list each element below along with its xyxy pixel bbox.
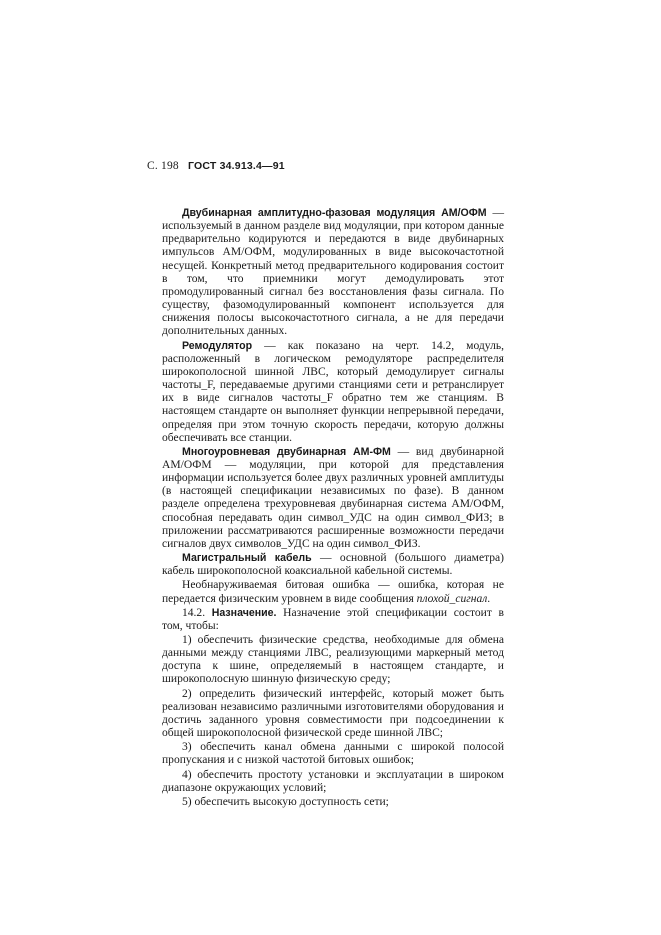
page-header xyxy=(147,160,285,172)
list-item xyxy=(162,741,504,767)
list-item-text: 3) обеспечить канал обмена данными с широкой полосой пропускания и с низкой частотой битовых ошибок; xyxy=(162,741,504,767)
list-item-text: 1) обеспечить физические средства, необходимые для обмена данными между станциями ЛВС, реализующими маркерный метод доступа к шине, определяемый в настоящем стандарте, и широкополосную шинную физическую среду; xyxy=(162,634,504,686)
paragraph-text: — вид двубинарной АМ/ОФМ — модуляции, при которой для представления информации используется более двух различных уровней амплитуды (в настоящей спецификации независимых по фазе). В данном разделе определена трехуровневая двубинарная система АМ/ОФМ, способная передавать один символ_УДС на один символ_ФИЗ; в приложении рассматриваются расширенные возможности передачи сигналов двух символов_УДС на один символ_ФИЗ. xyxy=(162,445,505,550)
list-item xyxy=(162,688,504,741)
section-title: Назначение. xyxy=(211,606,277,619)
list-item-text: 2) определить физический интерфейс, который может быть реализован независимо различными изготовителями оборудования и достичь заданного уровня совместимости при подсоединении к общей широкополосной физической среде шинной ЛВС; xyxy=(162,687,504,740)
italic-term: плохой_сигнал xyxy=(416,592,488,605)
definition-paragraph xyxy=(162,446,504,551)
list-item xyxy=(162,634,504,687)
paragraph-text: — основной (большого диаметра) кабель широкополосной коаксиальной кабельной системы. xyxy=(162,552,504,578)
section-paragraph xyxy=(162,607,504,633)
standard-designation: ГОСТ 34.913.4—91 xyxy=(187,160,285,172)
paragraph-text: — используемый в данном разделе вид модуляции, при котором данные предварительно кодируются и передаются в виде двубинарных импульсов АМ/ОФМ, модулированных в виде высокочастотной несущей. Конкретный метод предварительного кодирования состоит в том, что приемники могут демодулировать этот промодулированный сигнал без восстановления фазы сигнала. По существу, фазомодулированный компонент используется для снижения полосы высокочастотного сигнала, а не для передачи дополнительных данных. xyxy=(162,207,504,338)
list-item-text: 5) обеспечить высокую доступность сети; xyxy=(182,795,389,808)
list-item xyxy=(162,796,504,809)
paragraph-text: — как показано на черт. 14.2, модуль, расположенный в логическом ремодуляторе распределителя широкополосной шинной ЛВС, который демодулирует сигналы частоты_F, передаваемые другими станциями сети и ретранслирует их в виде сигналов частоты_F обратно тем же станциям. В настоящем стандарте он выполняет функции непрерывной передачи, определяя при этом точную скорость передачи, которую должны обеспечивать все станции. xyxy=(162,339,504,444)
document-body xyxy=(162,207,504,809)
paragraph-text: Назначение этой спецификации состоит в том, чтобы: xyxy=(162,606,504,632)
defined-term: Многоуровневая двубинарная АМ-ФМ xyxy=(182,445,391,458)
definition-paragraph xyxy=(162,340,504,445)
list-item-text: 4) обеспечить простоту установки и эксплуатации в широком диапазоне окружающих условий; xyxy=(162,768,504,794)
defined-term: Двубинарная амплитудно-фазовая модуляция АМ/ОФМ xyxy=(182,207,487,219)
defined-term: Магистральный кабель xyxy=(182,552,312,565)
defined-term: Ремодулятор xyxy=(182,339,253,352)
definition-paragraph xyxy=(162,552,504,578)
page-number: С. 198 xyxy=(147,160,179,172)
definition-paragraph xyxy=(162,579,504,605)
list-item xyxy=(162,769,504,795)
paragraph-text: Необнаруживаемая битовая ошибка — ошибка, которая не передается физическим уровнем в виде сообщения xyxy=(162,579,504,605)
section-number: 14.2. xyxy=(182,606,212,619)
definition-paragraph xyxy=(162,207,504,339)
paragraph-tail: . xyxy=(487,592,491,605)
